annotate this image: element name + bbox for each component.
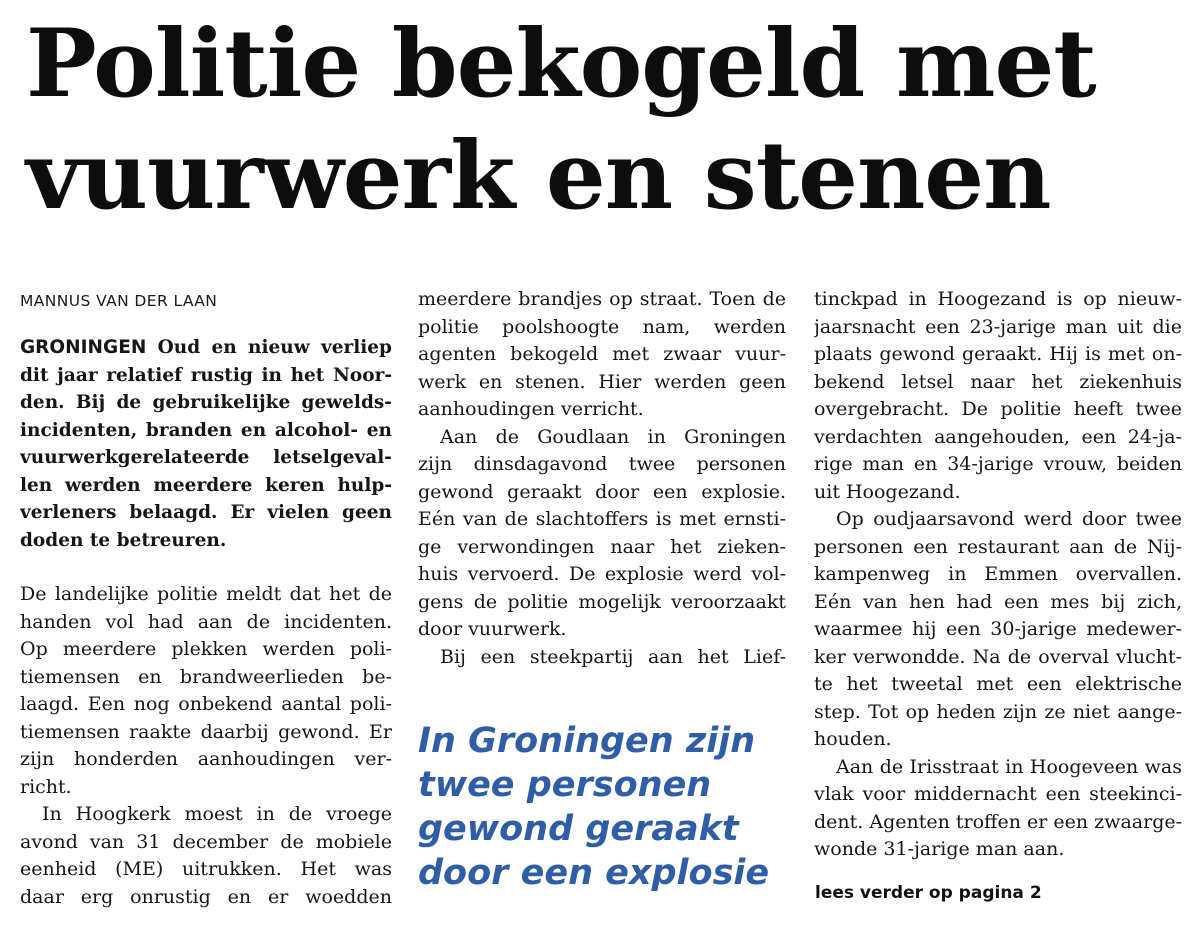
body-line: Eén van de slachtoffers is met ernsti- xyxy=(418,508,786,530)
body-line: politie poolshoogte nam, werden xyxy=(418,315,786,338)
body-line: De landelijke politie meldt dat het de xyxy=(20,583,392,605)
body-text xyxy=(418,286,786,671)
body-line: Op oudjaarsavond werd door twee xyxy=(836,508,1182,530)
body-line: verdachten aangehouden, een 24-ja- xyxy=(814,425,1182,448)
body-line: personen een restaurant aan de Nij- xyxy=(814,535,1182,558)
body-line: jaarsnacht een 23-jarige man uit die xyxy=(814,315,1182,338)
intro-line: den. Bij de gebruikelijke gewelds- xyxy=(20,392,392,413)
pull-quote-line: In Groningen zijn xyxy=(418,721,756,761)
intro-line: vuurwerkgerelateerde letselgeval- xyxy=(20,447,392,468)
body-line: vlak voor middernacht een steekinci- xyxy=(814,783,1182,805)
headline-line: vuurwerk en stenen xyxy=(26,121,1051,231)
body-line: bekend letsel naar het ziekenhuis xyxy=(814,370,1182,393)
column-1 xyxy=(20,286,392,911)
body-line: Op meerdere plekken werden poli- xyxy=(20,638,392,660)
body-line: door vuurwerk. xyxy=(418,618,567,640)
body-line: laagd. Een nog onbekend aantal poli- xyxy=(20,693,392,715)
body-line: daar erg onrustig en er woedden xyxy=(20,885,392,908)
body-line: In Hoogkerk moest in de vroege xyxy=(42,803,392,825)
byline: MANNUS VAN DER LAAN xyxy=(20,292,218,310)
body-line: Eén van hen had een mes bij zich, xyxy=(814,590,1182,613)
intro-line: doden te betreuren. xyxy=(20,529,227,551)
pull-quote-line: twee personen xyxy=(418,765,712,805)
pull-quote-line: gewond geraakt xyxy=(418,809,739,849)
body-line: tinckpad in Hoogezand is op nieuw- xyxy=(814,288,1182,310)
body-line: richt. xyxy=(20,775,72,798)
body-line: rige man en 34-jarige vrouw, beiden xyxy=(814,453,1182,475)
body-line: waarmee hij een 30-jarige medewer- xyxy=(814,618,1182,640)
dateline: GRONINGEN xyxy=(20,337,147,358)
body-line: eenheid (ME) uitrukken. Het was xyxy=(20,858,392,880)
body-line: handen vol had aan de incidenten. xyxy=(20,610,392,633)
intro-line: incidenten, branden en alcohol- en xyxy=(20,419,392,441)
column-3 xyxy=(814,286,1182,864)
body-line: Aan de Goudlaan in Groningen xyxy=(440,425,786,448)
body-line: kampenweg in Emmen overvallen. xyxy=(814,563,1182,585)
body-line: Aan de Irisstraat in Hoogeveen was xyxy=(836,755,1182,778)
article-intro xyxy=(20,334,392,554)
body-line: agenten bekogeld met zwaar vuur- xyxy=(418,343,786,365)
body-line: houden. xyxy=(814,728,892,750)
body-line: dent. Agenten troffen er een zwaarge- xyxy=(814,810,1182,833)
body-text xyxy=(814,286,1182,864)
body-line: aanhoudingen verricht. xyxy=(418,398,644,420)
body-line: gens de politie mogelijk veroorzaakt xyxy=(418,590,786,613)
article-headline xyxy=(26,8,1186,232)
body-line: gewond geraakt door een explosie. xyxy=(418,480,786,503)
body-line: plaats gewond geraakt. Hij is met on- xyxy=(814,343,1182,365)
headline-line: Politie bekogeld met xyxy=(26,9,1096,119)
intro-line: dit jaar relatief rustig in het Noor- xyxy=(20,364,392,386)
body-line: step. Tot op heden zijn ze niet aange- xyxy=(814,700,1182,723)
body-line: Bij een steekpartij aan het Lief- xyxy=(440,645,786,668)
body-line: uit Hoogezand. xyxy=(814,480,961,503)
body-line: tiemensen raakte daarbij gewond. Er xyxy=(20,720,392,743)
read-more-link[interactable]: lees verder op pagina 2 xyxy=(815,883,1042,903)
intro-line: GRONINGEN Oud en nieuw verliep xyxy=(20,337,392,358)
intro-line: len werden meerdere keren hulp- xyxy=(20,474,392,496)
pull-quote xyxy=(418,719,788,895)
body-line: ker verwondde. Na de overval vlucht- xyxy=(814,645,1182,668)
body-line: te het tweetal met een elektrische xyxy=(814,673,1182,695)
body-line: werk en stenen. Hier werden geen xyxy=(418,370,786,393)
body-text xyxy=(20,581,392,911)
body-line: zijn honderden aanhoudingen ver- xyxy=(20,748,392,770)
body-line: wonde 31-jarige man aan. xyxy=(814,838,1065,860)
intro-line: verleners belaagd. Er vielen geen xyxy=(20,502,392,523)
body-line: zijn dinsdagavond twee personen xyxy=(418,453,786,475)
pull-quote-line: door een explosie xyxy=(418,853,770,893)
body-line: avond van 31 december de mobiele xyxy=(20,830,392,853)
body-line: meerdere brandjes op straat. Toen de xyxy=(418,288,786,310)
body-line: ge verwondingen naar het zieken- xyxy=(418,535,786,558)
body-line: tiemensen en brandweerlieden be- xyxy=(20,665,392,688)
body-line: overgebracht. De politie heeft twee xyxy=(814,398,1182,420)
body-line: huis vervoerd. De explosie werd vol- xyxy=(418,563,786,585)
column-2 xyxy=(418,286,786,671)
